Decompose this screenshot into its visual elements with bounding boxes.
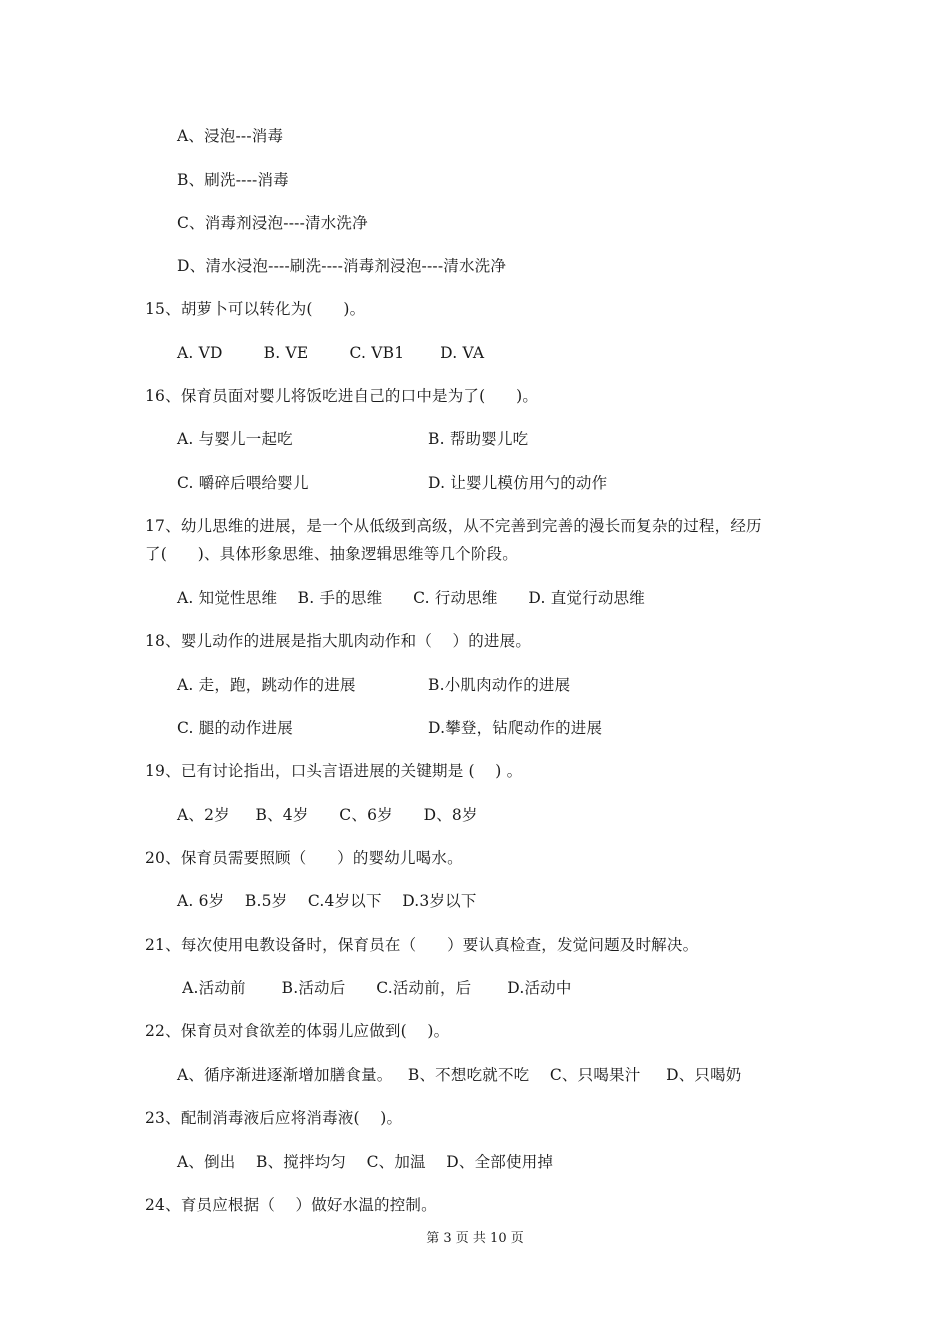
q23-options: A、倒出 B、搅拌均匀 C、加温 D、全部使用掉 [177, 1153, 554, 1171]
q15-stem: 15、胡萝卜可以转化为( )。 [145, 300, 366, 318]
page-footer: 第 3 页 共 10 页 [426, 1231, 524, 1246]
q18-option-c: C. 腿的动作进展 [177, 719, 293, 737]
q14-option-c: C、消毒剂浸泡----清水洗净 [177, 214, 368, 232]
q18-stem: 18、婴儿动作的进展是指大肌肉动作和（ ）的进展。 [145, 632, 532, 650]
q19-options: A、2岁 B、4岁 C、6岁 D、8岁 [177, 806, 478, 824]
q16-option-a: A. 与婴儿一起吃 [177, 430, 293, 448]
q14-option-b: B、刷洗----消毒 [177, 171, 289, 189]
q18-option-a: A. 走，跑，跳动作的进展 [177, 676, 356, 694]
q21-options: A.活动前 B.活动后 C.活动前，后 D.活动中 [177, 979, 572, 997]
q19-stem: 19、已有讨论指出，口头言语进展的关键期是 ( ) 。 [145, 762, 523, 780]
q16-option-d: D. 让婴儿模仿用勺的动作 [428, 474, 608, 492]
q15-options: A. VD B. VE C. VB1 D. VA [177, 344, 485, 362]
q16-option-c: C. 嚼碎后喂给婴儿 [177, 474, 309, 492]
q21-stem: 21、每次使用电教设备时，保育员在（ ）要认真检查，发觉问题及时解决。 [145, 936, 699, 954]
q18-option-b: B.小肌肉动作的进展 [428, 676, 571, 694]
q23-stem: 23、配制消毒液后应将消毒液( )。 [145, 1109, 403, 1127]
q24-stem: 24、育员应根据（ ）做好水温的控制。 [145, 1196, 437, 1214]
q14-option-d: D、清水浸泡----刷洗----消毒剂浸泡----清水洗净 [177, 257, 507, 275]
q20-stem: 20、保育员需要照顾（ ）的婴幼儿喝水。 [145, 849, 463, 867]
q17-stem-line1: 17、幼儿思维的进展，是一个从低级到高级，从不完善到完善的漫长而复杂的过程，经历 [145, 517, 762, 535]
q18-option-d: D.攀登，钻爬动作的进展 [428, 719, 603, 737]
q16-option-b: B. 帮助婴儿吃 [428, 430, 529, 448]
q17-stem-line2: 了( )、具体形象思维、抽象逻辑思维等几个阶段。 [145, 545, 518, 563]
q22-options: A、循序渐进逐渐增加膳食量。 B、不想吃就不吃 C、只喝果汁 D、只喝奶 [177, 1066, 742, 1084]
q22-stem: 22、保育员对食欲差的体弱儿应做到( )。 [145, 1022, 450, 1040]
q17-options: A. 知觉性思维 B. 手的思维 C. 行动思维 D. 直觉行动思维 [177, 589, 645, 607]
q16-stem: 16、保育员面对婴儿将饭吃进自己的口中是为了( )。 [145, 387, 539, 405]
q14-option-a: A、浸泡---消毒 [177, 127, 284, 145]
q20-options: A. 6岁 B.5岁 C.4岁以下 D.3岁以下 [177, 892, 477, 910]
